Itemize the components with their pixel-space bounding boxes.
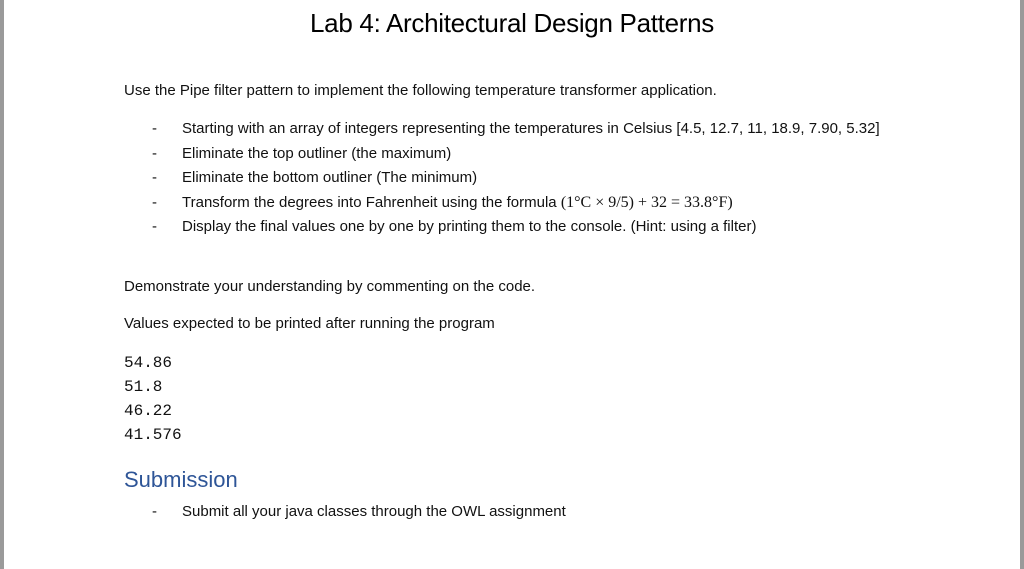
expected-values-note: Values expected to be printed after running the program (124, 315, 495, 332)
bullet-dash: - (152, 144, 157, 162)
bullet-dash: - (152, 503, 157, 520)
intro-paragraph: Use the Pipe filter pattern to implement the following temperature transformer application. (124, 82, 717, 99)
list-item (124, 166, 924, 191)
submission-heading: Submission (124, 467, 238, 492)
bullet-dash: - (152, 169, 157, 186)
list-item-text: Transform the degrees into Fahrenheit using the formula (182, 193, 561, 211)
submission-list (124, 501, 924, 523)
document-page (4, 0, 1020, 569)
output-line: 51.8 (124, 378, 163, 396)
understanding-note: Demonstrate your understanding by commenting on the code. (124, 278, 536, 295)
document-title: Lab 4: Architectural Design Patterns (310, 8, 714, 38)
list-item-text: Eliminate the top outliner (the maximum) (182, 144, 452, 162)
list-item-text: Eliminate the bottom outliner (The minimum) (182, 169, 478, 186)
bullet-dash: - (152, 193, 157, 211)
list-item (124, 142, 924, 167)
list-item (124, 191, 924, 216)
bullet-dash: - (152, 218, 157, 235)
expected-values-output (124, 351, 182, 447)
output-line: 54.86 (124, 354, 173, 372)
list-item (124, 117, 924, 142)
list-item (124, 501, 924, 523)
formula: (1°C × 9/5) + 32 = 33.8°F) (560, 193, 733, 211)
list-item (124, 215, 924, 240)
output-line: 41.576 (124, 426, 182, 444)
list-item-text: Submit all your java classes through the OWL assignment (182, 503, 566, 520)
bullet-dash: - (152, 120, 157, 137)
output-line: 46.22 (124, 402, 173, 420)
list-item-text: Display the final values one by one by printing them to the console. (Hint: using a filter) (182, 218, 757, 235)
list-item-text: Starting with an array of integers representing the temperatures in Celsius [4.5, 12.7, 11, 18.9, 7.90, 5.32] (182, 120, 880, 137)
requirements-list (124, 117, 924, 240)
